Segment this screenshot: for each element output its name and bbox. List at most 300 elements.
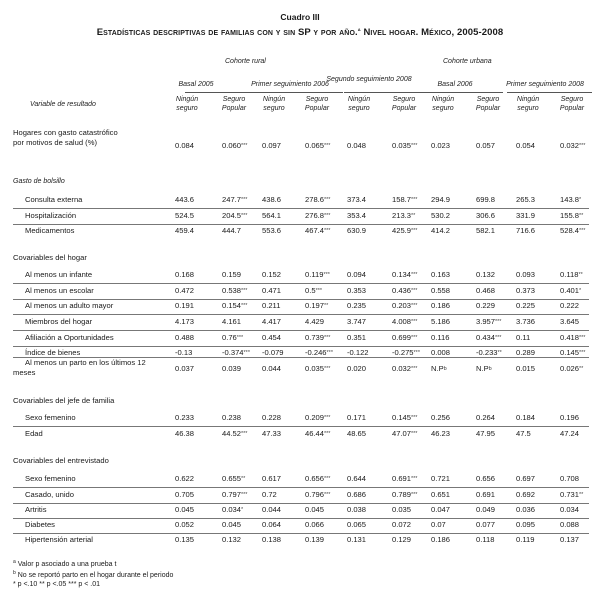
col-header-ningun-seguro: Ningún seguro [431,96,455,112]
cell-value: 0.145 [392,413,412,422]
table-cell [516,226,535,236]
cell-value: 0.065 [347,520,367,529]
table-cell [392,211,415,221]
cell-value: 0.084 [175,141,195,150]
cell-value: 0.066 [305,520,325,529]
cell-value: 204.5 [222,211,242,220]
table-cell [392,520,411,530]
cell-value: 0.691 [392,474,412,483]
col-header-seguro-popular: Seguro Popular [559,96,585,112]
table-cell [222,333,243,343]
significance-stars: *** [579,335,586,341]
table-cell [476,429,495,439]
cell-value: 0.045 [305,505,325,514]
cell-value: 0.138 [262,535,282,544]
cell-value: 0.159 [222,270,242,279]
row-separator [13,330,589,331]
row-label: Sexo femenino [25,413,76,422]
cell-value: 0.094 [347,270,367,279]
table-cell [560,490,583,500]
table-cell [560,270,583,280]
significance-stars: *** [413,350,420,356]
table-title [0,23,600,40]
table-cell [516,195,535,205]
cell-value: 0.705 [175,490,195,499]
table-cell [560,317,579,327]
table-cell [305,535,324,545]
table-cell [431,364,447,374]
table-cell [560,413,579,423]
cell-value: -0.13 [175,348,193,357]
table-cell [222,270,241,280]
cell-value: -0.374 [222,348,244,357]
table-cell [392,317,417,327]
significance-stars: *** [411,272,418,278]
section-heading: Covariables del jefe de familia [13,396,115,405]
cell-value: 0.134 [392,270,412,279]
significance-stars: *** [324,143,331,149]
cell-value: 414.2 [431,226,451,235]
significance-stars: *** [411,319,418,325]
table-cell [222,505,243,515]
cell-value: 0.015 [516,364,536,373]
cell-value: 0.238 [222,413,242,422]
cell-value: 0.036 [516,505,536,514]
cell-value: 564.1 [262,211,282,220]
table-cell [347,490,366,500]
table-cell [560,211,583,221]
significance-stars: *** [236,335,244,341]
significance-stars: *** [241,213,248,219]
cell-value: 4.008 [392,317,412,326]
table-cell [175,211,194,221]
cell-value: 0.617 [262,474,282,483]
cell-value: 467.4 [305,226,325,235]
row-label: Edad [25,429,43,438]
row-label: Consulta externa [25,195,83,204]
col-header-ningun-seguro: Ningún seguro [347,96,371,112]
cell-value: 47.33 [262,429,282,438]
table-title-suffix: Nivel hogar. México, 2005-2008 [360,27,504,38]
significance-stars: *** [411,143,418,149]
table-cell [175,270,194,280]
cell-value: 0.049 [476,505,496,514]
cell-value: 294.9 [431,195,451,204]
cell-value: 0.035 [392,505,412,514]
cell-value: 331.9 [516,211,536,220]
cell-value: 0.225 [516,301,536,310]
table-cell [431,301,450,311]
table-cell [347,286,366,296]
table-cell [222,520,241,530]
cell-value: 3.736 [516,317,536,326]
table-cell [560,520,579,530]
table-cell [175,505,194,515]
period-underline [344,92,424,93]
cell-value: 3.957 [476,317,496,326]
cell-value: 0.095 [516,520,536,529]
cell-value: 0.057 [476,141,496,150]
cell-value: -0.079 [262,348,284,357]
table-cell [305,211,330,221]
table-cell [560,226,585,236]
cell-value: 444.7 [222,226,242,235]
table-cell [262,505,281,515]
cell-value: 0.171 [347,413,367,422]
row-separator [13,518,589,519]
significance-stars: * [241,507,244,513]
table-cell [431,535,450,545]
table-cell [347,211,366,221]
table-cell [476,301,495,311]
table-cell [516,490,535,500]
cell-value: 0.026 [560,364,580,373]
cell-value: 0.088 [560,520,580,529]
table-cell [262,141,281,151]
cell-value: 0.644 [347,474,367,483]
cell-value: 0.472 [175,286,195,295]
cell-value: 0.233 [175,413,195,422]
table-cell [476,141,495,151]
significance-stars: *** [324,492,331,498]
table-cell [175,195,194,205]
table-cell [431,429,450,439]
cell-value: 0.351 [347,333,367,342]
table-cell [431,195,450,205]
table-cell [392,286,417,296]
cell-value: 0.045 [222,520,242,529]
cell-value: 0.145 [560,348,580,357]
significance-stars: *** [324,335,331,341]
table-cell [476,333,501,343]
cell-value: 0.035 [305,364,325,373]
cell-value: 0.129 [392,535,412,544]
cell-value: 0.191 [175,301,195,310]
cell-value: 47.07 [392,429,412,438]
cell-value: 0.401 [560,286,580,295]
section-heading: Gasto de bolsillo [13,178,65,185]
cell-value: 0.034 [560,505,580,514]
table-number: Cuadro III [280,12,320,22]
cell-value: 0.052 [175,520,195,529]
cell-value: 0.353 [347,286,367,295]
cell-value: 0.023 [431,141,451,150]
significance-stars: *** [241,431,248,437]
table-cell [222,211,247,221]
cell-value: N.P [431,364,444,373]
table-cell [175,413,194,423]
table-cell [476,270,495,280]
cell-value: 158.7 [392,195,412,204]
table-cell [392,474,417,484]
cell-value: 0.118 [560,270,579,279]
table-cell [431,413,450,423]
cell-value: 0.434 [476,333,496,342]
cell-value: 0.5 [305,286,316,295]
cell-value: 0.209 [305,413,325,422]
table-cell [222,317,241,327]
cell-value: 0.045 [175,505,195,514]
cell-value: 630.9 [347,226,367,235]
col-header-seguro-popular: Seguro Popular [475,96,501,112]
table-cell [262,429,281,439]
cell-value: 0.789 [392,490,412,499]
cell-value: 4.429 [305,317,325,326]
table-cell [222,141,247,151]
cell-value: 46.23 [431,429,451,438]
table-cell [347,270,366,280]
row-label: Afiliación a Oportunidades [25,333,114,342]
table-cell [305,364,330,374]
table-cell [222,490,247,500]
significance-stars: *** [411,431,418,437]
table-cell [262,286,281,296]
table-cell [347,505,366,515]
row-separator [13,503,589,504]
cell-value: 276.8 [305,211,325,220]
cell-value: 0.044 [262,505,282,514]
cell-value: 0.289 [516,348,536,357]
cell-value: 48.65 [347,429,367,438]
cell-value: 582.1 [476,226,496,235]
table-cell [305,505,324,515]
table-cell [262,474,281,484]
cell-value: 0.064 [262,520,282,529]
cell-value: 0.163 [431,270,451,279]
significance-stars: *** [579,228,586,234]
cell-value: 443.6 [175,195,195,204]
cell-value: 0.020 [347,364,367,373]
table-cell [516,505,535,515]
period-underline [507,92,592,93]
cell-value: 0.135 [175,535,195,544]
row-label: Al menos un parto en los últimos 12 meses [13,358,146,377]
significance-stars: *** [241,288,248,294]
table-cell [222,429,247,439]
cell-value: 0.373 [516,286,536,295]
table-cell [392,141,417,151]
cell-value: 0.097 [262,141,282,150]
significance-stars: *** [241,303,248,309]
table-cell [175,364,194,374]
significance-stars: *** [324,366,331,372]
cell-value: 373.4 [347,195,367,204]
cell-value: 0.044 [262,364,282,373]
row-label: Al menos un infante [25,270,93,279]
row-label: Al menos un escolar [25,286,94,295]
table-cell [476,520,495,530]
section-heading: Covariables del entrevistado [13,456,109,465]
cell-value: 0.139 [305,535,325,544]
row-separator [13,314,589,315]
significance-stars: ** [241,476,246,482]
significance-stars: *** [324,197,331,203]
cell-value: 0.797 [222,490,242,499]
table-cell [262,413,281,423]
cell-value: 0.264 [476,413,496,422]
table-title-text: Estadísticas descriptivas de familias con y sin SP y por año. [96,27,358,38]
table-cell [262,535,281,545]
significance-stars: *** [411,476,418,482]
cell-value: 459.4 [175,226,195,235]
cell-value: 530.2 [431,211,451,220]
cell-value: 46.38 [175,429,195,438]
significance-stars: ** [497,350,502,356]
significance-stars: *** [323,272,330,278]
table-cell [431,474,450,484]
table-cell [392,301,417,311]
table-cell [476,490,495,500]
table-cell [305,301,328,311]
cell-value: 4.161 [222,317,242,326]
row-label: Miembros del hogar [25,317,93,326]
table-cell [222,301,247,311]
significance-stars: *** [411,288,418,294]
table-cell [262,490,277,500]
significance-stars: *** [326,350,333,356]
table-cell [305,270,330,280]
row-label: Artritis [25,505,47,514]
table-cell [431,520,446,530]
cell-value: 353.4 [347,211,367,220]
cell-value: 438.6 [262,195,282,204]
table-cell [222,474,245,484]
footnote-mark: b [13,570,16,576]
table-cell [175,535,194,545]
table-cell [175,474,194,484]
cell-value: 0.686 [347,490,367,499]
table-cell [560,535,579,545]
table-cell [262,226,281,236]
table-cell [516,535,534,545]
table-cell [347,474,366,484]
table-cell [516,429,531,439]
footnote-text: * p <.10 ** p <.05 *** p < .01 [13,581,100,588]
table-cell [262,520,281,530]
cell-value: 0.132 [222,535,242,544]
cell-value: 0.152 [262,270,282,279]
period-header: Segundo seguimiento 2008 [326,76,412,83]
cell-value: 0.184 [516,413,536,422]
cell-value: 0.76 [222,333,237,342]
table-cell [262,317,281,327]
cell-value: 425.9 [392,226,412,235]
cell-value: 0.656 [305,474,325,483]
table-cell [560,505,579,515]
cell-value: 0.655 [222,474,242,483]
cell-value: 0.047 [431,505,451,514]
table-cell [305,490,330,500]
row-label: Hipertensión arterial [25,535,93,544]
footnote-text: Valor p asociado a una prueba t [17,561,117,568]
cell-value: 0.211 [262,301,281,310]
table-cell [476,317,501,327]
cell-value: 0.72 [262,490,277,499]
table-cell [516,413,535,423]
table-cell [175,301,194,311]
table-cell [175,429,194,439]
significance-stars: ** [579,366,584,372]
table-cell [175,520,194,530]
period-header: Primer seguimiento 2006 [251,81,329,88]
cell-value: 0.622 [175,474,195,483]
cell-value: 0.656 [476,474,496,483]
cell-value: 0.708 [560,474,580,483]
table-cell [392,535,411,545]
table-cell [516,286,535,296]
table-cell [560,286,581,296]
cell-value: 3.645 [560,317,580,326]
table-cell [560,429,579,439]
period-underline [263,92,343,93]
table-cell [516,141,535,151]
table-cell [347,520,366,530]
significance-stars: *** [411,228,418,234]
table-cell [175,226,194,236]
row-separator [13,299,589,300]
row-label: Casado, unido [25,490,74,499]
cell-value: 155.8 [560,211,580,220]
cell-value: 0.093 [516,270,536,279]
table-cell [392,270,417,280]
cell-value: 0.203 [392,301,412,310]
variable-header: Variable de resultado [30,101,96,108]
table-cell [516,520,535,530]
significance-stars: * [579,197,582,203]
significance-stars: *** [579,350,586,356]
cell-value: 0.699 [392,333,412,342]
table-cell [262,364,281,374]
cell-value: 0.558 [431,286,451,295]
col-header-ningun-seguro: Ningún seguro [262,96,286,112]
significance-stars: *** [243,350,250,356]
significance-stars: ** [578,272,583,278]
col-header-ningun-seguro: Ningún seguro [516,96,540,112]
table-cell [262,333,281,343]
cell-value: -0.122 [347,348,369,357]
cell-value: N.P [476,364,489,373]
significance-stars: *** [579,143,586,149]
table-cell [347,301,366,311]
significance-stars: *** [324,431,331,437]
cell-value: 0.721 [431,474,451,483]
cell-value: 0.054 [516,141,536,150]
table-cell [560,141,585,151]
table-cell [222,364,241,374]
table-cell [222,286,247,296]
table-cell [516,364,535,374]
cell-value: 265.3 [516,195,536,204]
cell-value: 0.796 [305,490,325,499]
period-underline [423,92,503,93]
row-label: Medicamentos [25,226,75,235]
significance-stars: *** [495,335,502,341]
table-cell [476,505,495,515]
table-cell [347,364,366,374]
table-cell [305,317,324,327]
table-cell [262,301,280,311]
table-cell [476,286,495,296]
table-cell [431,270,450,280]
cell-value: 0.197 [305,301,325,310]
cell-value: 0.034 [222,505,242,514]
cell-value: 716.6 [516,226,536,235]
table-cell [305,141,330,151]
table-cell [516,474,535,484]
table-cell [222,195,247,205]
significance-stars: ** [324,303,329,309]
row-separator [13,224,589,225]
